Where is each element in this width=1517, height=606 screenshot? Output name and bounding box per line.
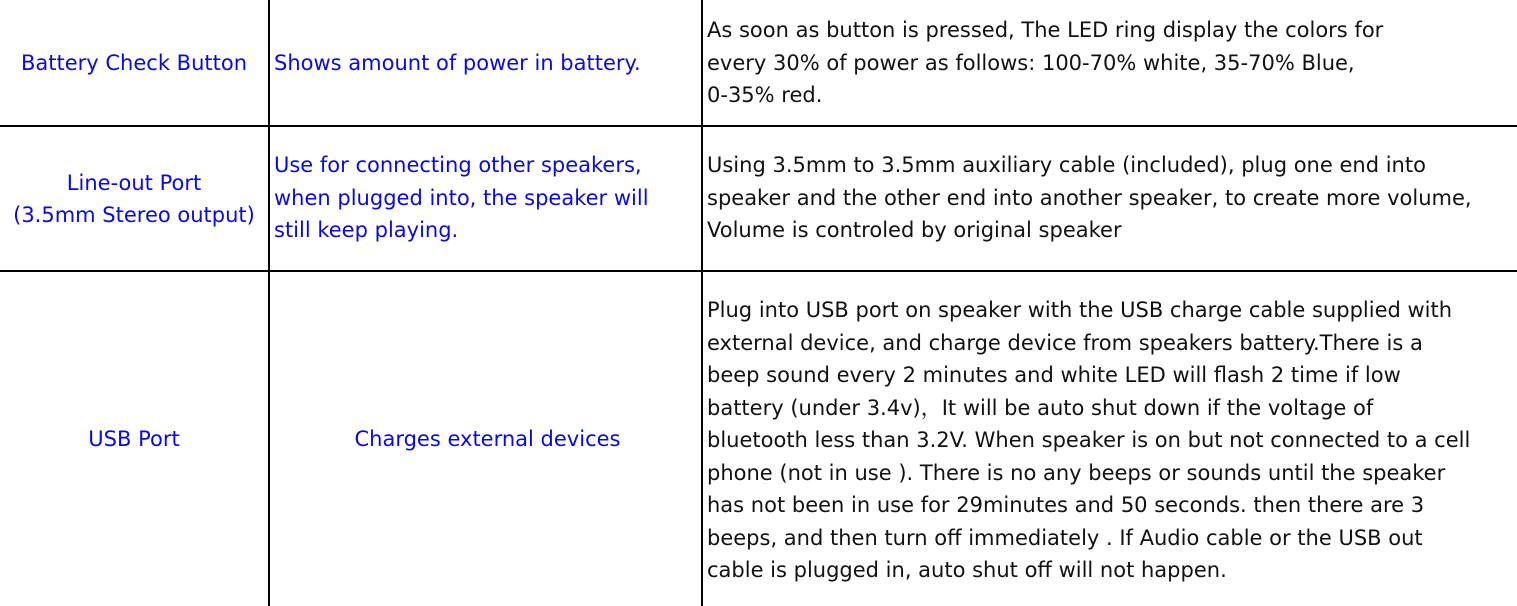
feature-description: Using 3.5mm to 3.5mm auxiliary cable (included), plug one end into speaker and the other end into another speaker, to create more volume, Volume is controled by original speaker (707, 153, 1472, 242)
function-cell (270, 127, 701, 271)
description-cell (703, 272, 1517, 606)
column-divider (268, 0, 270, 606)
description-cell (703, 127, 1517, 271)
table-row (0, 127, 1517, 271)
feature-function: Charges external devices (354, 426, 621, 451)
description-cell (703, 0, 1517, 126)
function-cell (270, 272, 701, 606)
table-row (0, 0, 1517, 126)
feature-function: Shows amount of power in battery. (274, 50, 641, 75)
feature-description: Plug into USB port on speaker with the USB charge cable supplied with external device, and charge device from speakers battery.There is a beep sound every 2 minutes and white LED will flash 2 time if low battery (under 3.4v)，It will be auto shut down if the voltage of bluetooth less than 3.2V. When speaker is on but not connected to a cell phone (not in use ). There is no any beeps or sounds until the speaker has not been in use for 29minutes and 50 seconds. then there are 3 beeps, and then turn off immediately . If Audio cable or the USB out cable is plugged in, auto shut off will not happen. (707, 298, 1471, 582)
feature-function: Use for connecting other speakers, when plugged into, the speaker will still keep playing. (274, 153, 649, 242)
feature-cell (0, 127, 268, 271)
feature-name: Line-out Port (3.5mm Stereo output) (13, 170, 255, 227)
function-cell (270, 0, 701, 126)
column-divider (701, 0, 703, 606)
table-row (0, 272, 1517, 606)
row-divider (0, 270, 1517, 272)
feature-cell (0, 272, 268, 606)
row-divider (0, 125, 1517, 127)
feature-name: Battery Check Button (20, 50, 248, 75)
feature-name: USB Port (88, 426, 180, 451)
feature-cell (0, 0, 268, 126)
feature-description: As soon as button is pressed, The LED ring display the colors for every 30% of power as follows: 100-70% white, 35-70% Blue, 0-35% red. (707, 18, 1384, 107)
